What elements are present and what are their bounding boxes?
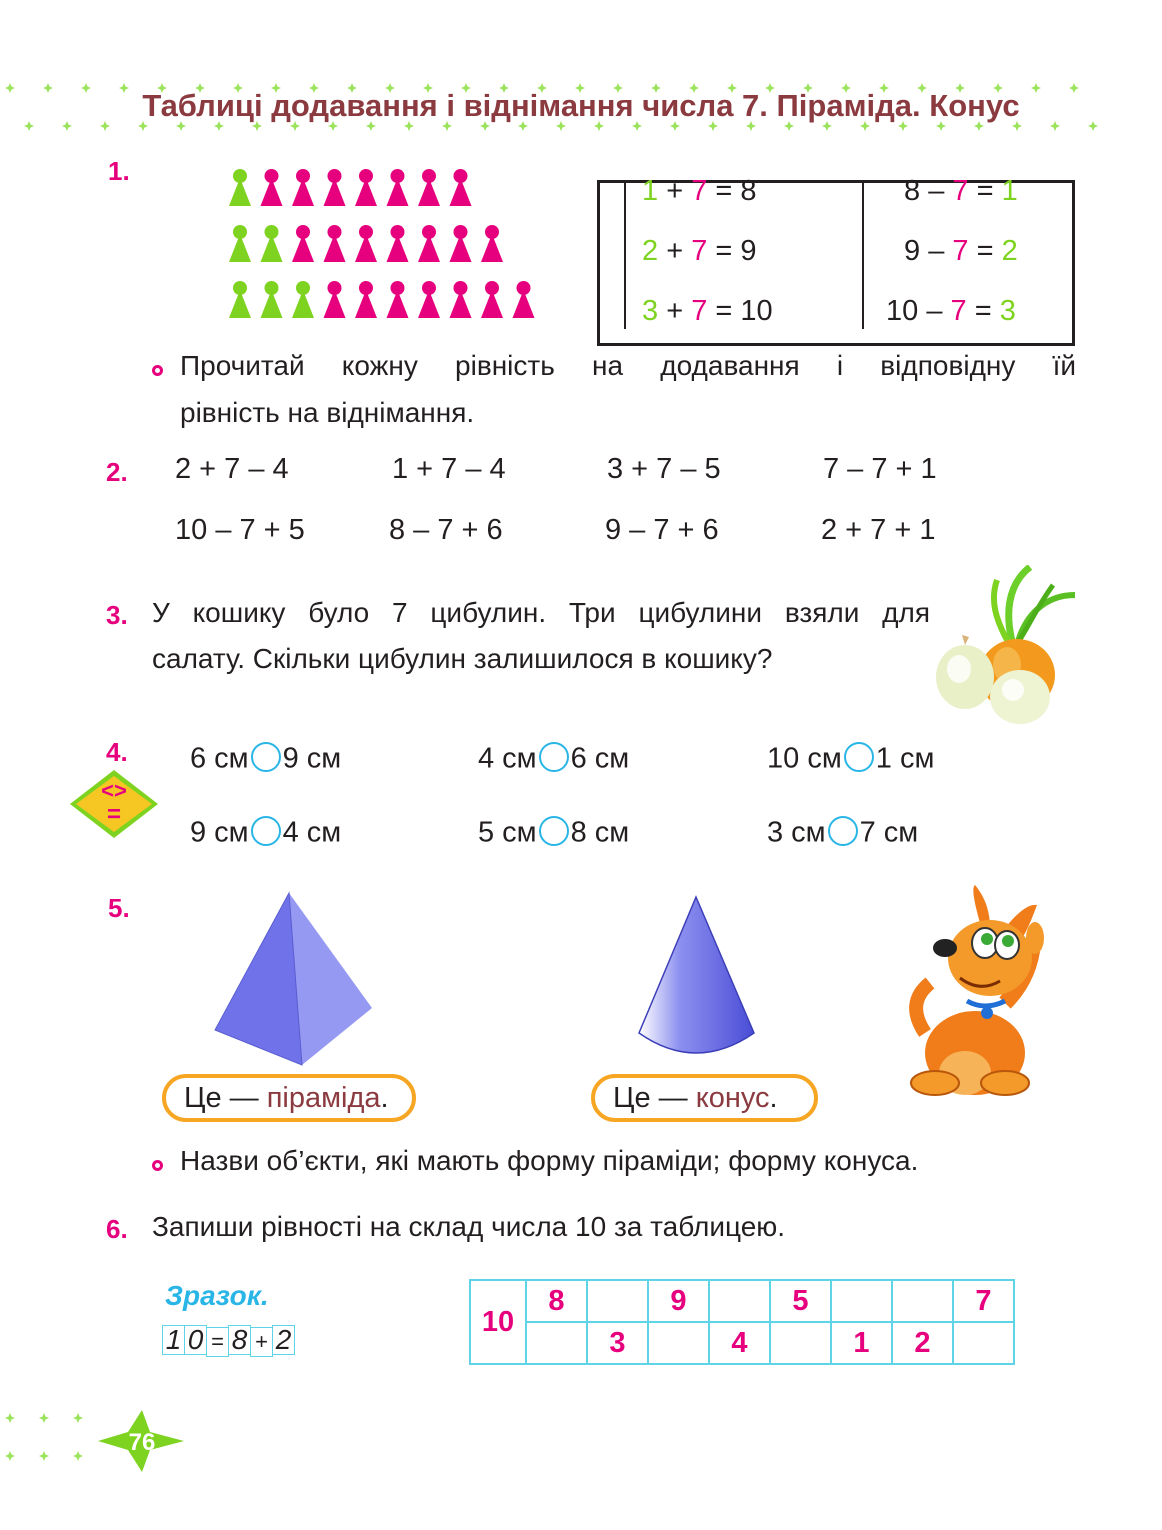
table-cell bbox=[709, 1280, 770, 1322]
comparison-circle-input[interactable] bbox=[539, 742, 569, 772]
pink-figure bbox=[418, 281, 440, 318]
expression: 3 + 7 – 5 bbox=[607, 453, 721, 485]
table-cell bbox=[648, 1322, 709, 1364]
table-cell bbox=[892, 1280, 953, 1322]
comparison-circle-input[interactable] bbox=[251, 816, 281, 846]
comparison-item: 3 см 7 см bbox=[767, 816, 919, 849]
green-figure bbox=[229, 169, 251, 206]
onion-illustration bbox=[935, 565, 1075, 725]
exercise-1-number: 1. bbox=[108, 156, 130, 186]
exercise-6-number: 6. bbox=[106, 1214, 128, 1244]
ex1-instruction-line2: рівність на віднімання. bbox=[180, 397, 475, 428]
pink-figure bbox=[355, 169, 377, 206]
expression: 9 – 7 + 6 bbox=[605, 514, 719, 546]
pink-figure bbox=[481, 225, 503, 262]
pink-figure bbox=[261, 169, 283, 206]
pink-figure bbox=[450, 225, 472, 262]
subtraction-equation: 8 – 7 = 1 bbox=[904, 175, 1018, 207]
table-cell bbox=[587, 1280, 648, 1322]
sample-char: 2 bbox=[272, 1325, 295, 1355]
table-cell: 8 bbox=[526, 1280, 587, 1322]
expression: 8 – 7 + 6 bbox=[389, 514, 503, 546]
subtraction-equation: 9 – 7 = 2 bbox=[904, 235, 1018, 267]
table-cell: 4 bbox=[709, 1322, 770, 1364]
table-cell: 7 bbox=[953, 1280, 1014, 1322]
ex3-text-line1: У кошику було 7 цибулин. Три цибулини взяли для bbox=[152, 597, 930, 628]
table-cell bbox=[953, 1322, 1014, 1364]
dog-character-illustration bbox=[905, 883, 1055, 1103]
green-figure bbox=[261, 225, 283, 262]
pink-figure bbox=[418, 225, 440, 262]
pink-figure bbox=[324, 225, 346, 262]
composition-table bbox=[469, 1279, 1015, 1365]
sample-char: 0 bbox=[184, 1325, 207, 1355]
pink-figure bbox=[513, 281, 535, 318]
bullet-icon bbox=[152, 1160, 163, 1171]
decorative-dots-bottom bbox=[0, 1408, 110, 1468]
green-figure bbox=[229, 225, 251, 262]
comparison-item: 6 см 9 см bbox=[190, 742, 342, 775]
counting-figures bbox=[225, 168, 545, 328]
pink-figure bbox=[418, 169, 440, 206]
cone-image bbox=[636, 895, 758, 1060]
expression: 10 – 7 + 5 bbox=[175, 514, 305, 546]
sample-char: + bbox=[250, 1327, 273, 1357]
table-total: 10 bbox=[470, 1280, 526, 1364]
sample-char: 8 bbox=[228, 1325, 251, 1355]
comparison-circle-input[interactable] bbox=[539, 816, 569, 846]
comparison-item: 5 см 8 см bbox=[478, 816, 630, 849]
ex3-text-line2: салату. Скільки цибулин залишилося в кошику? bbox=[152, 643, 773, 674]
table-cell bbox=[831, 1280, 892, 1322]
ex6-text: Запиши рівності на склад числа 10 за таблицею. bbox=[152, 1211, 786, 1242]
sample-label: Зразок. bbox=[165, 1280, 269, 1311]
sample-char: 1 bbox=[162, 1325, 185, 1355]
ex1-instruction-line1: Прочитай кожну рівність на додавання і відповідну їй bbox=[180, 350, 1076, 381]
comparison-circle-input[interactable] bbox=[844, 742, 874, 772]
comparison-item: 9 см 4 см bbox=[190, 816, 342, 849]
sample-equation bbox=[162, 1325, 294, 1357]
expression: 7 – 7 + 1 bbox=[823, 453, 937, 485]
expression: 1 + 7 – 4 bbox=[392, 453, 506, 485]
svg-text:=: = bbox=[106, 801, 122, 828]
table-cell: 3 bbox=[587, 1322, 648, 1364]
pink-figure bbox=[450, 281, 472, 318]
pink-figure bbox=[387, 169, 409, 206]
green-figure bbox=[292, 281, 314, 318]
table-cell: 5 bbox=[770, 1280, 831, 1322]
pink-figure bbox=[450, 169, 472, 206]
comparison-circle-input[interactable] bbox=[828, 816, 858, 846]
exercise-3-number: 3. bbox=[106, 600, 128, 630]
pink-figure bbox=[324, 169, 346, 206]
comparison-item: 4 см 6 см bbox=[478, 742, 630, 775]
expression: 2 + 7 + 1 bbox=[821, 514, 936, 546]
bullet-icon bbox=[152, 365, 163, 376]
pink-figure bbox=[387, 281, 409, 318]
comparison-circle-input[interactable] bbox=[251, 742, 281, 772]
pink-figure bbox=[481, 281, 503, 318]
subtraction-equation: 10 – 7 = 3 bbox=[886, 295, 1016, 327]
table-cell: 2 bbox=[892, 1322, 953, 1364]
table-cell: 1 bbox=[831, 1322, 892, 1364]
green-figure bbox=[261, 281, 283, 318]
pyramid-image bbox=[210, 890, 380, 1070]
table-cell: 9 bbox=[648, 1280, 709, 1322]
pink-figure bbox=[292, 169, 314, 206]
exercise-2-number: 2. bbox=[106, 457, 128, 487]
svg-text:<>: <> bbox=[101, 778, 127, 803]
pink-figure bbox=[355, 281, 377, 318]
comparison-item: 10 см 1 см bbox=[767, 742, 935, 775]
sample-char: = bbox=[206, 1327, 229, 1357]
table-cell bbox=[526, 1322, 587, 1364]
cone-label: Це — конус. bbox=[591, 1074, 818, 1122]
exercise-5-number: 5. bbox=[108, 893, 130, 923]
pink-figure bbox=[324, 281, 346, 318]
pyramid-label: Це — піраміда. bbox=[162, 1074, 416, 1122]
pink-figure bbox=[292, 225, 314, 262]
pink-figure bbox=[387, 225, 409, 262]
exercise-4-number: 4. bbox=[106, 737, 128, 767]
ex5-instruction: Назви об’єкти, які мають форму піраміди; форму конуса. bbox=[180, 1145, 919, 1176]
comparison-signs-icon bbox=[68, 768, 160, 840]
pink-figure bbox=[355, 225, 377, 262]
green-figure bbox=[229, 281, 251, 318]
expression: 2 + 7 – 4 bbox=[175, 453, 289, 485]
addition-equation: 3 + 7 = 10 bbox=[642, 295, 773, 327]
page-number: 76 bbox=[128, 1429, 156, 1456]
page-number-badge bbox=[98, 1410, 184, 1472]
table-cell bbox=[770, 1322, 831, 1364]
addition-equation: 1 + 7 = 8 bbox=[642, 175, 757, 207]
page-title: Таблиці додавання і віднімання числа 7. Піраміда. Конус bbox=[142, 88, 1020, 123]
addition-equation: 2 + 7 = 9 bbox=[642, 235, 757, 267]
